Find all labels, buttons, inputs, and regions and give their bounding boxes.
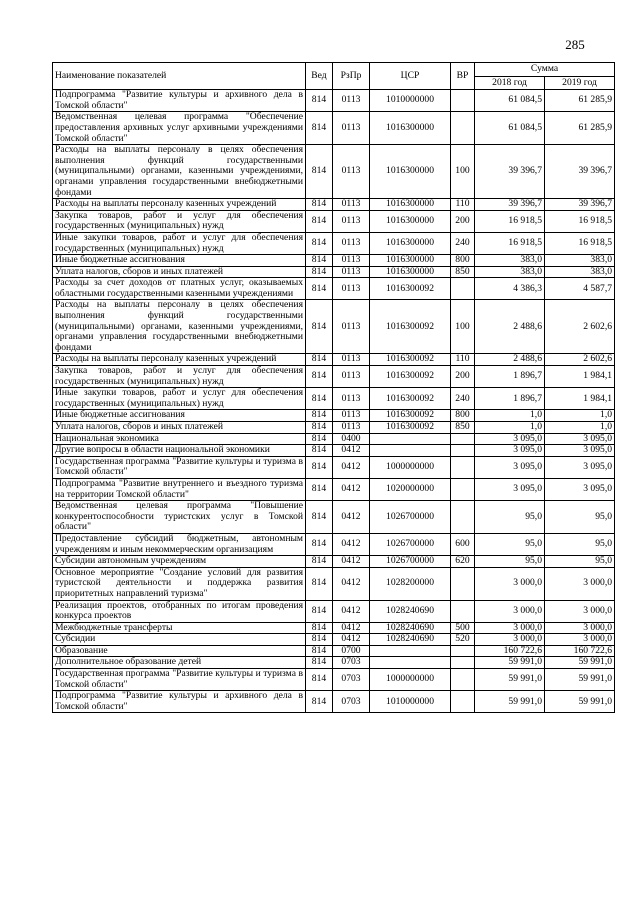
row-vr-cell: 850: [451, 266, 475, 278]
row-rzpr-cell: 0412: [333, 456, 370, 478]
row-ved-cell: 814: [306, 622, 333, 634]
row-name-cell: Подпрограмма "Развитие культуры и архивного дела в Томской области": [53, 691, 306, 713]
row-name-cell: Иные бюджетные ассигнования: [53, 410, 306, 422]
row-ved-cell: 814: [306, 657, 333, 669]
row-csr-cell: 1028200000: [370, 567, 451, 600]
row-ved-cell: 814: [306, 556, 333, 568]
row-2019-cell: 4 587,7: [545, 278, 615, 300]
row-rzpr-cell: 0703: [333, 691, 370, 713]
table-row: [53, 669, 615, 691]
row-ved-cell: 814: [306, 232, 333, 254]
row-name-cell: Закупка товаров, работ и услуг для обеспечения государственных (муниципальных) нужд: [53, 210, 306, 232]
row-csr-cell: 1016300092: [370, 422, 451, 434]
table-row: [53, 657, 615, 669]
row-csr-cell: 1028240690: [370, 600, 451, 622]
row-2018-cell: 1,0: [475, 410, 545, 422]
table-row: [53, 145, 615, 199]
row-name-cell: Предоставление субсидий бюджетным, автономным учреждениям и иным некоммерческим организациям: [53, 533, 306, 555]
table-row: [53, 266, 615, 278]
row-csr-cell: 1020000000: [370, 478, 451, 500]
table-row: [53, 622, 615, 634]
header-vr: ВР: [451, 63, 475, 90]
table-row: [53, 210, 615, 232]
row-vr-cell: 600: [451, 533, 475, 555]
header-name: Наименование показателей: [53, 63, 306, 90]
row-csr-cell: 1000000000: [370, 669, 451, 691]
row-ved-cell: 814: [306, 145, 333, 199]
row-vr-cell: 200: [451, 210, 475, 232]
row-ved-cell: 814: [306, 600, 333, 622]
row-name-cell: Расходы за счет доходов от платных услуг, оказываемых областными государственными казенными учреждениями: [53, 278, 306, 300]
row-vr-cell: 200: [451, 366, 475, 388]
row-ved-cell: 814: [306, 501, 333, 534]
row-rzpr-cell: 0113: [333, 422, 370, 434]
row-name-cell: Расходы на выплаты персоналу казенных учреждений: [53, 354, 306, 366]
row-2018-cell: 3 000,0: [475, 567, 545, 600]
row-rzpr-cell: 0113: [333, 388, 370, 410]
row-csr-cell: 1016300000: [370, 255, 451, 267]
table-row: [53, 232, 615, 254]
row-2019-cell: 39 396,7: [545, 199, 615, 211]
row-name-cell: Образование: [53, 645, 306, 657]
row-2019-cell: 383,0: [545, 266, 615, 278]
row-rzpr-cell: 0113: [333, 266, 370, 278]
row-2018-cell: 39 396,7: [475, 145, 545, 199]
row-rzpr-cell: 0113: [333, 199, 370, 211]
row-csr-cell: [370, 645, 451, 657]
row-vr-cell: 850: [451, 422, 475, 434]
row-ved-cell: 814: [306, 278, 333, 300]
row-vr-cell: 240: [451, 388, 475, 410]
row-2019-cell: 59 991,0: [545, 657, 615, 669]
row-2019-cell: 3 000,0: [545, 622, 615, 634]
row-name-cell: Иные закупки товаров, работ и услуг для обеспечения государственных (муниципальных) нужд: [53, 232, 306, 254]
row-2018-cell: 95,0: [475, 533, 545, 555]
row-rzpr-cell: 0412: [333, 567, 370, 600]
row-csr-cell: 1016300000: [370, 266, 451, 278]
row-2018-cell: 160 722,6: [475, 645, 545, 657]
row-rzpr-cell: 0412: [333, 622, 370, 634]
row-ved-cell: 814: [306, 422, 333, 434]
row-rzpr-cell: 0412: [333, 556, 370, 568]
row-ved-cell: 814: [306, 691, 333, 713]
row-2019-cell: 3 095,0: [545, 433, 615, 445]
row-csr-cell: [370, 445, 451, 457]
row-2019-cell: 1 984,1: [545, 366, 615, 388]
row-ved-cell: 814: [306, 567, 333, 600]
row-2018-cell: 1 896,7: [475, 366, 545, 388]
row-2018-cell: 3 095,0: [475, 456, 545, 478]
row-rzpr-cell: 0113: [333, 90, 370, 112]
row-ved-cell: 814: [306, 433, 333, 445]
row-2018-cell: 3 095,0: [475, 433, 545, 445]
row-name-cell: Межбюджетные трансферты: [53, 622, 306, 634]
row-ved-cell: 814: [306, 300, 333, 354]
row-ved-cell: 814: [306, 112, 333, 145]
row-name-cell: Уплата налогов, сборов и иных платежей: [53, 422, 306, 434]
row-2018-cell: 61 084,5: [475, 112, 545, 145]
row-name-cell: Расходы на выплаты персоналу казенных учреждений: [53, 199, 306, 211]
table-row: [53, 278, 615, 300]
row-rzpr-cell: 0703: [333, 657, 370, 669]
table-row: [53, 556, 615, 568]
row-rzpr-cell: 0113: [333, 210, 370, 232]
row-ved-cell: 814: [306, 366, 333, 388]
row-vr-cell: 500: [451, 622, 475, 634]
row-2019-cell: 16 918,5: [545, 232, 615, 254]
row-vr-cell: 240: [451, 232, 475, 254]
budget-table: [52, 62, 615, 713]
row-2019-cell: 3 000,0: [545, 567, 615, 600]
row-csr-cell: 1026700000: [370, 501, 451, 534]
row-2019-cell: 95,0: [545, 501, 615, 534]
row-2018-cell: 383,0: [475, 266, 545, 278]
row-2019-cell: 1,0: [545, 422, 615, 434]
row-name-cell: Государственная программа "Развитие культуры и туризма в Томской области": [53, 456, 306, 478]
header-ved: Вед: [306, 63, 333, 90]
table-row: [53, 90, 615, 112]
table-row: [53, 634, 615, 646]
row-2018-cell: 4 386,3: [475, 278, 545, 300]
row-2018-cell: 61 084,5: [475, 90, 545, 112]
row-name-cell: Другие вопросы в области национальной экономики: [53, 445, 306, 457]
table-row: [53, 112, 615, 145]
row-ved-cell: 814: [306, 388, 333, 410]
row-csr-cell: 1026700000: [370, 556, 451, 568]
row-2018-cell: 1 896,7: [475, 388, 545, 410]
row-2018-cell: 95,0: [475, 501, 545, 534]
page-number: 285: [565, 37, 585, 52]
table-row: [53, 388, 615, 410]
row-rzpr-cell: 0700: [333, 645, 370, 657]
row-vr-cell: [451, 645, 475, 657]
row-vr-cell: 800: [451, 410, 475, 422]
row-2018-cell: 16 918,5: [475, 232, 545, 254]
row-rzpr-cell: 0412: [333, 478, 370, 500]
row-name-cell: Иные бюджетные ассигнования: [53, 255, 306, 267]
row-2018-cell: 95,0: [475, 556, 545, 568]
row-ved-cell: 814: [306, 669, 333, 691]
row-rzpr-cell: 0113: [333, 354, 370, 366]
row-rzpr-cell: 0412: [333, 533, 370, 555]
table-row: [53, 422, 615, 434]
header-row: [53, 63, 615, 77]
row-vr-cell: [451, 433, 475, 445]
row-2019-cell: 3 095,0: [545, 456, 615, 478]
row-name-cell: Подпрограмма "Развитие культуры и архивного дела в Томской области": [53, 90, 306, 112]
row-ved-cell: 814: [306, 445, 333, 457]
row-csr-cell: 1010000000: [370, 90, 451, 112]
row-2019-cell: 61 285,9: [545, 90, 615, 112]
row-rzpr-cell: 0113: [333, 232, 370, 254]
row-ved-cell: 814: [306, 634, 333, 646]
table-row: [53, 600, 615, 622]
row-name-cell: Дополнительное образование детей: [53, 657, 306, 669]
row-csr-cell: 1016300000: [370, 232, 451, 254]
row-2018-cell: 59 991,0: [475, 657, 545, 669]
header-year-2018: 2018 год: [475, 76, 545, 90]
row-name-cell: Подпрограмма "Развитие внутреннего и въездного туризма на территории Томской области": [53, 478, 306, 500]
row-name-cell: Ведомственная целевая программа "Обеспечение предоставления архивных услуг архивными учреждениями Томской области": [53, 112, 306, 145]
row-rzpr-cell: 0113: [333, 300, 370, 354]
row-rzpr-cell: 0113: [333, 278, 370, 300]
row-csr-cell: [370, 657, 451, 669]
row-ved-cell: 814: [306, 255, 333, 267]
header-sum: Сумма: [475, 63, 615, 77]
row-ved-cell: 814: [306, 533, 333, 555]
row-rzpr-cell: 0113: [333, 366, 370, 388]
row-csr-cell: 1026700000: [370, 533, 451, 555]
row-csr-cell: 1016300092: [370, 410, 451, 422]
row-ved-cell: 814: [306, 266, 333, 278]
row-2019-cell: 59 991,0: [545, 669, 615, 691]
row-2018-cell: 59 991,0: [475, 669, 545, 691]
row-rzpr-cell: 0113: [333, 112, 370, 145]
row-vr-cell: 100: [451, 300, 475, 354]
row-2019-cell: 39 396,7: [545, 145, 615, 199]
row-csr-cell: 1016300000: [370, 145, 451, 199]
row-vr-cell: [451, 567, 475, 600]
row-rzpr-cell: 0113: [333, 145, 370, 199]
row-2019-cell: 1,0: [545, 410, 615, 422]
row-2019-cell: 2 602,6: [545, 354, 615, 366]
row-vr-cell: [451, 501, 475, 534]
row-2018-cell: 3 000,0: [475, 622, 545, 634]
row-name-cell: Расходы на выплаты персоналу в целях обеспечения выполнения функций государственными (муниципальными) органами, казенными учреждениями, органами управления государственными внебюджетными фондами: [53, 145, 306, 199]
table-row: [53, 300, 615, 354]
table-row: [53, 533, 615, 555]
row-ved-cell: 814: [306, 478, 333, 500]
row-csr-cell: 1000000000: [370, 456, 451, 478]
row-2018-cell: 3 000,0: [475, 600, 545, 622]
row-vr-cell: [451, 669, 475, 691]
row-rzpr-cell: 0412: [333, 501, 370, 534]
row-name-cell: Уплата налогов, сборов и иных платежей: [53, 266, 306, 278]
row-vr-cell: [451, 112, 475, 145]
row-rzpr-cell: 0400: [333, 433, 370, 445]
row-vr-cell: [451, 456, 475, 478]
table-row: [53, 567, 615, 600]
row-vr-cell: 520: [451, 634, 475, 646]
row-csr-cell: 1016300092: [370, 388, 451, 410]
row-2019-cell: 61 285,9: [545, 112, 615, 145]
table-row: [53, 645, 615, 657]
row-rzpr-cell: 0412: [333, 600, 370, 622]
row-name-cell: Субсидии: [53, 634, 306, 646]
row-name-cell: Закупка товаров, работ и услуг для обеспечения государственных (муниципальных) нужд: [53, 366, 306, 388]
row-2018-cell: 3 095,0: [475, 445, 545, 457]
header-csr: ЦСР: [370, 63, 451, 90]
row-name-cell: Государственная программа "Развитие культуры и туризма в Томской области": [53, 669, 306, 691]
row-2018-cell: 16 918,5: [475, 210, 545, 232]
row-2019-cell: 2 602,6: [545, 300, 615, 354]
table-row: [53, 433, 615, 445]
header-year-2019: 2019 год: [545, 76, 615, 90]
row-2018-cell: 2 488,6: [475, 300, 545, 354]
row-name-cell: Реализация проектов, отобранных по итогам проведения конкурса проектов: [53, 600, 306, 622]
row-2018-cell: 59 991,0: [475, 691, 545, 713]
table-row: [53, 354, 615, 366]
row-2019-cell: 160 722,6: [545, 645, 615, 657]
table-body: [53, 90, 615, 713]
row-csr-cell: 1016300092: [370, 354, 451, 366]
table-row: [53, 199, 615, 211]
header-rzpr: РзПр: [333, 63, 370, 90]
row-name-cell: Расходы на выплаты персоналу в целях обеспечения выполнения функций государственными (муниципальными) органами, казенными учреждениями, органами управления государственными внебюджетными фондами: [53, 300, 306, 354]
row-vr-cell: 110: [451, 199, 475, 211]
row-rzpr-cell: 0412: [333, 634, 370, 646]
row-vr-cell: 110: [451, 354, 475, 366]
row-vr-cell: 620: [451, 556, 475, 568]
row-vr-cell: [451, 278, 475, 300]
row-vr-cell: [451, 90, 475, 112]
row-vr-cell: [451, 657, 475, 669]
row-rzpr-cell: 0412: [333, 445, 370, 457]
row-vr-cell: [451, 600, 475, 622]
row-rzpr-cell: 0113: [333, 410, 370, 422]
row-name-cell: Иные закупки товаров, работ и услуг для обеспечения государственных (муниципальных) нужд: [53, 388, 306, 410]
row-csr-cell: 1010000000: [370, 691, 451, 713]
row-ved-cell: 814: [306, 354, 333, 366]
row-vr-cell: [451, 478, 475, 500]
row-ved-cell: 814: [306, 645, 333, 657]
row-csr-cell: 1016300000: [370, 210, 451, 232]
row-2018-cell: 39 396,7: [475, 199, 545, 211]
row-vr-cell: 800: [451, 255, 475, 267]
table-row: [53, 366, 615, 388]
table-row: [53, 691, 615, 713]
row-csr-cell: [370, 433, 451, 445]
table-row: [53, 478, 615, 500]
row-vr-cell: 100: [451, 145, 475, 199]
row-2019-cell: 3 000,0: [545, 634, 615, 646]
row-name-cell: Национальная экономика: [53, 433, 306, 445]
row-name-cell: Субсидии автономным учреждениям: [53, 556, 306, 568]
row-2019-cell: 16 918,5: [545, 210, 615, 232]
table-row: [53, 501, 615, 534]
table-row: [53, 456, 615, 478]
row-csr-cell: 1028240690: [370, 634, 451, 646]
row-2019-cell: 95,0: [545, 533, 615, 555]
row-csr-cell: 1016300092: [370, 300, 451, 354]
row-csr-cell: 1016300000: [370, 112, 451, 145]
row-2019-cell: 383,0: [545, 255, 615, 267]
row-rzpr-cell: 0703: [333, 669, 370, 691]
row-2019-cell: 3 095,0: [545, 445, 615, 457]
row-vr-cell: [451, 691, 475, 713]
row-csr-cell: 1016300000: [370, 199, 451, 211]
row-2019-cell: 3 000,0: [545, 600, 615, 622]
row-rzpr-cell: 0113: [333, 255, 370, 267]
row-ved-cell: 814: [306, 410, 333, 422]
row-2019-cell: 1 984,1: [545, 388, 615, 410]
row-name-cell: Ведомственная целевая программа "Повышение конкурентоспособности туристских услуг в Томской области": [53, 501, 306, 534]
table-row: [53, 410, 615, 422]
row-ved-cell: 814: [306, 456, 333, 478]
row-csr-cell: 1016300092: [370, 278, 451, 300]
row-vr-cell: [451, 445, 475, 457]
row-csr-cell: 1016300092: [370, 366, 451, 388]
row-name-cell: Основное мероприятие "Создание условий для развития туристской деятельности и поддержка развития приоритетных направлений туризма": [53, 567, 306, 600]
row-2018-cell: 2 488,6: [475, 354, 545, 366]
row-csr-cell: 1028240690: [370, 622, 451, 634]
row-2019-cell: 59 991,0: [545, 691, 615, 713]
table-row: [53, 255, 615, 267]
row-2019-cell: 95,0: [545, 556, 615, 568]
row-2018-cell: 1,0: [475, 422, 545, 434]
table-row: [53, 445, 615, 457]
row-2019-cell: 3 095,0: [545, 478, 615, 500]
row-ved-cell: 814: [306, 199, 333, 211]
row-2018-cell: 383,0: [475, 255, 545, 267]
row-ved-cell: 814: [306, 210, 333, 232]
row-ved-cell: 814: [306, 90, 333, 112]
row-2018-cell: 3 000,0: [475, 634, 545, 646]
row-2018-cell: 3 095,0: [475, 478, 545, 500]
